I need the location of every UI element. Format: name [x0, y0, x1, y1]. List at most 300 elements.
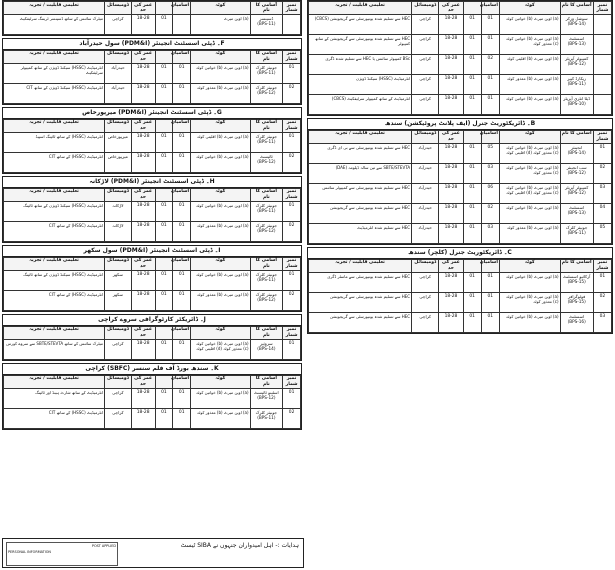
cell-age: 18-28: [439, 184, 463, 204]
cell-qualification: HEC سے تسلیم شدہ یونیورسٹی سے بی ای ڈگری: [309, 144, 412, 164]
post-bps: (BPS-11): [257, 277, 276, 283]
right-section-1: [307, 118, 613, 245]
cell-seat-b: 01: [155, 340, 173, 360]
cell-seat-b: 01: [463, 184, 481, 204]
cell-domicile: حیدرآباد: [412, 184, 439, 204]
cell-qualification: میٹرک سائنس کے ساتھ SBTE/STEVTA سے سروے کورس: [4, 340, 105, 360]
cell-seat-a: 01: [173, 133, 191, 153]
right-column: [307, 0, 613, 570]
header-post: آسامی کا نام: [250, 188, 283, 201]
cell-quota: (a) اوپن میرٹ (b) خواتین کوٹہ: [191, 389, 250, 409]
cell-quota: (a) اوپن میرٹ (b) خواتین کوٹہ: [499, 204, 560, 224]
header-seats: اسامیاں: [173, 257, 191, 270]
form-note: POST APPLIED: [91, 544, 116, 548]
cell-post: [560, 55, 593, 75]
cell-seat-a: 02: [481, 204, 499, 224]
cell-quota: (a) اوپن میرٹ (b) خواتین کوٹہ: [499, 95, 560, 115]
cell-no: 01: [593, 144, 611, 164]
cell-age: 18-28: [439, 15, 463, 35]
post-bps: (BPS-11): [257, 21, 276, 27]
header-domicile: ڈومیسائل: [105, 326, 132, 339]
header-age: عمر کی حد: [131, 188, 155, 201]
cell-domicile: حیدرآباد: [412, 224, 439, 244]
cell-age: 18-28: [131, 222, 155, 242]
header-post: آسامی کا نام: [250, 257, 283, 270]
table-row: [4, 291, 301, 311]
instructions-line: اہل امیدواران جنہوں نے SIBA ٹیسٹ: [180, 542, 274, 549]
header-quota: کوٹہ: [191, 375, 250, 388]
post-bps: (BPS-10): [567, 101, 586, 107]
cell-seat-b: 01: [155, 84, 173, 104]
cell-post: [250, 409, 283, 429]
header-age: عمر کی حد: [131, 119, 155, 132]
vacancy-table: [3, 188, 301, 242]
cell-no: 03: [593, 313, 611, 333]
cell-quota: (a) اوپن میرٹ (b) خواتین کوٹہ (c) معذور کوٹہ: [499, 164, 560, 184]
cell-seat-a: 01: [173, 271, 191, 291]
vacancy-table: [308, 1, 612, 115]
header-qual: تعلیمی قابلیت / تجربہ: [4, 50, 105, 63]
header-age: عمر کی حد: [439, 130, 463, 143]
cell-age: 18-28: [439, 224, 463, 244]
header-seats: اسامیاں: [173, 119, 191, 132]
cell-qualification: انٹرمیڈیٹ (HSSC) سیکنڈ ڈویژن کے ساتھ ٹائپنگ: [4, 271, 105, 291]
header-qual: تعلیمی قابلیت / تجربہ: [4, 326, 105, 339]
cell-domicile: حیدرآباد: [105, 84, 132, 104]
instructions-heading: [181, 542, 299, 550]
left-section-4: [2, 245, 302, 312]
header-seats: اسامیاں: [173, 2, 191, 15]
header-seats2: [463, 259, 481, 272]
cell-seat-a: 01: [481, 293, 499, 313]
post-bps: (BPS-11): [567, 81, 586, 87]
post-name: اسٹینو ٹائپسٹ: [254, 389, 279, 395]
cell-post: [560, 75, 593, 95]
post-name: اسسٹنٹ: [569, 313, 585, 319]
cell-quota: (a) اوپن میرٹ (b) معذور کوٹہ: [191, 291, 250, 311]
cell-quota: (a) اوپن میرٹ (b) خواتین کوٹہ (c) معذور کوٹہ (d) اقلیتی کوٹہ: [499, 184, 560, 204]
cell-post: [560, 273, 593, 293]
post-bps: (BPS-11): [257, 208, 276, 214]
cell-age: 18-28: [439, 35, 463, 55]
header-post: آسامی کا نام: [560, 130, 593, 143]
section-title: J۔ ڈائریکٹر کارٹوگرافی سروے کراچی: [3, 315, 301, 326]
cell-quota: (a) اوپن میرٹ (b) خواتین کوٹہ: [499, 15, 560, 35]
cell-seat-a: 01: [481, 15, 499, 35]
cell-post: [250, 340, 283, 360]
post-bps: (BPS-13): [567, 41, 586, 47]
header-qual: تعلیمی قابلیت / تجربہ: [4, 2, 105, 15]
table-row: [309, 164, 612, 184]
header-domicile: ڈومیسائل: [412, 130, 439, 143]
cell-domicile: کراچی: [412, 95, 439, 115]
left-column: [2, 0, 302, 570]
cell-qualification: انٹرمیڈیٹ (HSSC) سیکنڈ ڈویژن کے ساتھ ٹائپنگ: [4, 202, 105, 222]
cell-domicile: کراچی: [412, 273, 439, 293]
header-no: نمبر شمار: [283, 2, 301, 15]
cell-no: 02: [283, 84, 301, 104]
cell-no: 02: [283, 409, 301, 429]
cell-seat-b: 01: [155, 133, 173, 153]
cell-quota: (a) اوپن میرٹ (b) معذور کوٹہ: [191, 409, 250, 429]
post-name: ریکارڈ کیپر: [567, 75, 587, 81]
cell-domicile: حیدرآباد: [105, 64, 132, 84]
cell-quota: (a) اوپن میرٹ (b) اقلیتی کوٹہ: [499, 55, 560, 75]
cell-seat-b: 01: [463, 293, 481, 313]
cell-domicile: حیدرآباد: [412, 204, 439, 224]
cell-quota: (a) اوپن میرٹ (b) خواتین کوٹہ: [499, 273, 560, 293]
cell-seat-a: 03: [481, 164, 499, 184]
header-seats: اسامیاں: [173, 188, 191, 201]
table-row: [309, 35, 612, 55]
cell-qualification: انٹرمیڈیٹ (HSSC) کے ساتھ CIT: [4, 409, 105, 429]
section-title: I۔ ڈپٹی اسسٹنٹ انجینئر (PDM&I) سول سکھر: [3, 246, 301, 257]
cell-age: 18-28: [439, 95, 463, 115]
cell-age: 18-28: [439, 293, 463, 313]
cell-seat-a: 01: [173, 222, 191, 242]
cell-qualification: انٹرمیڈیٹ (HSSC) سیکنڈ ڈویژن: [309, 75, 412, 95]
cell-domicile: کراچی: [412, 313, 439, 333]
header-post: آسامی کا نام: [250, 2, 283, 15]
cell-seat-b: 01: [463, 273, 481, 293]
section-title: F۔ ڈپٹی اسسٹنٹ انجینئر (PDM&I) سول حیدرآباد: [3, 39, 301, 50]
post-bps: (BPS-12): [257, 297, 276, 303]
table-row: [4, 222, 301, 242]
cell-no: [593, 75, 611, 95]
header-qual: تعلیمی قابلیت / تجربہ: [309, 259, 412, 272]
cell-domicile: کراچی: [412, 75, 439, 95]
cell-qualification: HEC سے تسلیم شدہ یونیورسٹی سے گریجویشن کے ساتھ کمپیوٹر: [309, 35, 412, 55]
cell-domicile: میرپورخاص: [105, 133, 132, 153]
post-bps: (BPS-13): [567, 210, 586, 216]
left-section-1: [2, 38, 302, 105]
header-domicile: ڈومیسائل: [105, 188, 132, 201]
post-bps: (BPS-16): [567, 319, 586, 325]
vacancy-table: [3, 326, 301, 360]
cell-age: 18-28: [131, 202, 155, 222]
cell-qualification: BSc کمپیوٹر سائنس یا HEC سے تسلیم شدہ ڈگری: [309, 55, 412, 75]
cell-post: [250, 291, 283, 311]
table-row: [4, 409, 301, 429]
cell-post: [560, 164, 593, 184]
cell-domicile: کراچی: [412, 15, 439, 35]
cell-quota: (a) اوپن میرٹ (b) خواتین کوٹہ: [191, 271, 250, 291]
table-row: [309, 273, 612, 293]
header-qual: تعلیمی قابلیت / تجربہ: [309, 2, 412, 15]
header-post: آسامی کا نام: [560, 2, 593, 15]
cell-no: [593, 15, 611, 35]
cell-post: [250, 222, 283, 242]
cell-post: [560, 184, 593, 204]
header-age: عمر کی حد: [131, 2, 155, 15]
header-quota: کوٹہ: [499, 130, 560, 143]
cell-post: [560, 293, 593, 313]
cell-no: 01: [283, 340, 301, 360]
cell-quota: (a) اوپن میرٹ (b) معذور کوٹہ: [191, 222, 250, 242]
cell-seat-b: 01: [155, 291, 173, 311]
table-row: [4, 202, 301, 222]
cell-seat-a: 01: [173, 340, 191, 360]
left-section-3: [2, 176, 302, 243]
left-section-6: [2, 363, 302, 430]
post-bps: (BPS-11): [567, 230, 586, 236]
cell-quota: (a) اوپن میرٹ (b) خواتین کوٹہ: [191, 64, 250, 84]
cell-seat-b: 01: [463, 313, 481, 333]
cell-age: 18-28: [439, 75, 463, 95]
cell-quota: (a) اوپن میرٹ (b) خواتین کوٹہ: [499, 313, 560, 333]
cell-seat-a: 01: [481, 35, 499, 55]
cell-no: 02: [283, 222, 301, 242]
cell-seat-a: 01: [481, 75, 499, 95]
table-row: [4, 153, 301, 173]
cell-age: 18-28: [439, 204, 463, 224]
cell-qualification: HEC سے تسلیم شدہ یونیورسٹی سے گریجویشن (CBCS): [309, 15, 412, 35]
header-no: نمبر شمار: [593, 130, 611, 143]
cell-seat-a: 01: [481, 313, 499, 333]
cell-age: 18-28: [131, 291, 155, 311]
cell-domicile: سکھر: [105, 291, 132, 311]
header-domicile: ڈومیسائل: [105, 257, 132, 270]
cell-domicile: کراچی: [105, 409, 132, 429]
post-bps: (BPS-12): [257, 90, 276, 96]
cell-post: [560, 144, 593, 164]
cell-quota: (a) اوپن میرٹ (b) خواتین کوٹہ: [191, 153, 250, 173]
cell-domicile: کراچی: [412, 293, 439, 313]
section-title: B۔ ڈائریکٹوریٹ جنرل (ایف پلانٹ پروٹیکشن) سندھ: [308, 119, 612, 130]
header-seats2: [463, 2, 481, 15]
cell-age: 18-28: [131, 153, 155, 173]
cell-seat-b: 01: [463, 95, 481, 115]
cell-seat-b: 01: [155, 271, 173, 291]
vacancy-table: [3, 50, 301, 104]
post-bps: (BPS-12): [567, 170, 586, 176]
cell-seat-b: 01: [463, 15, 481, 35]
instructions-box: [2, 538, 304, 568]
cell-seat-b: 01: [463, 35, 481, 55]
cell-seat-a: 01: [173, 409, 191, 429]
post-bps: (BPS-11): [257, 415, 276, 421]
cell-quota: (a) اوپن میرٹ (b) خواتین کوٹہ (c) معذور کوٹہ: [499, 293, 560, 313]
post-bps: (BPS-12): [257, 395, 276, 401]
header-age: عمر کی حد: [131, 257, 155, 270]
cell-qualification: میٹرک سائنس کے ساتھ ڈسپنسر ٹریننگ سرٹیفکیٹ: [4, 15, 105, 35]
header-qual: تعلیمی قابلیت / تجربہ: [4, 119, 105, 132]
cell-age: 18-28: [439, 144, 463, 164]
header-quota: کوٹہ: [191, 2, 250, 15]
cell-quota: (a) اوپن میرٹ (b) خواتین کوٹہ (c) معذور کوٹہ (d) اقلیتی کوٹہ: [191, 340, 250, 360]
section-title: H۔ ڈپٹی اسسٹنٹ انجینئر (PDM&I) لاڑکانہ: [3, 177, 301, 188]
table-row: [4, 271, 301, 291]
vacancy-table: [3, 119, 301, 173]
header-post: آسامی کا نام: [250, 326, 283, 339]
post-name: جونیئر کلرک: [255, 291, 278, 297]
cell-seat-b: 01: [155, 222, 173, 242]
cell-no: 01: [283, 271, 301, 291]
cell-post: [250, 153, 283, 173]
cell-quota: (a) اوپن میرٹ (b) خواتین کوٹہ (c) معذور کوٹہ (d) اقلیتی کوٹہ: [499, 144, 560, 164]
cell-post: [250, 271, 283, 291]
cell-seat-b: 01: [463, 75, 481, 95]
cell-seat-a: [173, 15, 191, 35]
header-quota: کوٹہ: [499, 2, 560, 15]
table-row: [309, 144, 612, 164]
post-bps: (BPS-12): [567, 61, 586, 67]
cell-post: [560, 204, 593, 224]
cell-seat-a: 01: [173, 202, 191, 222]
cell-no: [593, 55, 611, 75]
cell-no: [593, 95, 611, 115]
cell-post: [250, 15, 283, 35]
cell-no: 05: [593, 224, 611, 244]
cell-domicile: حیدرآباد: [412, 144, 439, 164]
header-quota: کوٹہ: [191, 257, 250, 270]
cell-qualification: HEC سے تسلیم شدہ یونیورسٹی سے گریجویشن: [309, 293, 412, 313]
header-no: نمبر شمار: [283, 50, 301, 63]
cell-post: [250, 84, 283, 104]
cell-no: 01: [283, 133, 301, 153]
cell-qualification: انٹرمیڈیٹ (HSSC) کے ساتھ CIT: [4, 153, 105, 173]
table-row: [4, 15, 301, 35]
cell-age: 18-28: [131, 64, 155, 84]
cell-post: [560, 95, 593, 115]
cell-seat-a: 06: [481, 184, 499, 204]
table-row: [309, 75, 612, 95]
post-name: جونیئر کلرک: [255, 202, 278, 208]
right-section-2: [307, 247, 613, 334]
post-bps: (BPS-11): [257, 139, 276, 145]
cell-domicile: کراچی: [105, 389, 132, 409]
application-form-thumbnail: [6, 542, 118, 566]
table-row: [309, 95, 612, 115]
cell-quota: (a) اوپن میرٹ (b) اقلیتی کوٹہ: [191, 133, 250, 153]
header-seats: اسامیاں: [173, 50, 191, 63]
cell-domicile: کراچی: [412, 35, 439, 55]
form-label: PERSONAL INFORMATION: [8, 550, 51, 555]
cell-domicile: حیدرآباد: [412, 164, 439, 184]
header-quota: کوٹہ: [499, 259, 560, 272]
cell-qualification: انٹرمیڈیٹ (HSSC) کے ساتھ CIT: [4, 291, 105, 311]
section-title: K۔ سندھ بورڈ آف فلم سنسر (SBFC) کراچی: [3, 364, 301, 375]
header-no: نمبر شمار: [283, 188, 301, 201]
header-age: عمر کی حد: [131, 50, 155, 63]
post-bps: (BPS-12): [257, 228, 276, 234]
cell-qualification: SBTE/STEVTA سے تین سالہ ڈپلومہ (DAE): [309, 164, 412, 184]
vacancy-table: [308, 130, 612, 244]
cell-post: [560, 35, 593, 55]
cell-quota: (a) اوپن میرٹ (b) معذور کوٹہ: [499, 75, 560, 95]
post-name: جونیئر کلرک: [255, 409, 278, 415]
cell-seat-a: 01: [173, 389, 191, 409]
header-qual: تعلیمی قابلیت / تجربہ: [4, 375, 105, 388]
cell-quota: (a) اوپن میرٹ (b) خواتین کوٹہ (c) معذور کوٹہ: [499, 35, 560, 55]
post-name: انجینئر: [571, 144, 583, 150]
cell-qualification: HEC سے تسلیم شدہ یونیورسٹی سے ماسٹر ڈگری: [309, 273, 412, 293]
cell-seat-a: 01: [173, 291, 191, 311]
cell-quota: (a) اوپن میرٹ: [191, 15, 250, 35]
cell-seat-b: 01: [463, 55, 481, 75]
cell-seat-a: 05: [481, 144, 499, 164]
cell-qualification: انٹرمیڈیٹ (HSSC) کے ساتھ ٹائپنگ اسپیڈ: [4, 133, 105, 153]
header-no: نمبر شمار: [283, 257, 301, 270]
cell-seat-b: 01: [463, 144, 481, 164]
header-age: عمر کی حد: [131, 326, 155, 339]
cell-qualification: HEC سے تسلیم شدہ یونیورسٹی سے گریجویشن: [309, 313, 412, 333]
header-seats2: [463, 130, 481, 143]
header-qual: تعلیمی قابلیت / تجربہ: [4, 257, 105, 270]
cell-domicile: سکھر: [105, 271, 132, 291]
table-row: [309, 293, 612, 313]
header-seats: اسامیاں: [173, 326, 191, 339]
post-bps: (BPS-14): [567, 150, 586, 156]
cell-age: 18-28: [131, 15, 155, 35]
cell-no: [593, 35, 611, 55]
cell-domicile: لاڑکانہ: [105, 222, 132, 242]
header-seats: اسامیاں: [173, 375, 191, 388]
header-no: نمبر شمار: [593, 259, 611, 272]
post-name: جونیئر کلرک: [255, 84, 278, 90]
cell-seat-b: 01: [155, 64, 173, 84]
post-name: اسسٹنٹ: [569, 35, 585, 41]
header-domicile: ڈومیسائل: [105, 119, 132, 132]
cell-age: 18-28: [131, 133, 155, 153]
cell-no: 02: [283, 153, 301, 173]
cell-seat-b: 01: [155, 409, 173, 429]
cell-domicile: میرپورخاص: [105, 153, 132, 173]
cell-no: 02: [593, 293, 611, 313]
cell-age: 18-28: [131, 271, 155, 291]
header-no: نمبر شمار: [283, 119, 301, 132]
post-name: آرکائیو اسسٹنٹ: [562, 273, 591, 279]
header-post: آسامی کا نام: [250, 375, 283, 388]
header-post: آسامی کا نام: [560, 259, 593, 272]
cell-seat-b: 01: [155, 389, 173, 409]
post-bps: (BPS-15): [567, 279, 586, 285]
header-no: نمبر شمار: [283, 375, 301, 388]
cell-seat-a: 01: [481, 95, 499, 115]
cell-qualification: انٹرمیڈیٹ (HSSC) سیکنڈ ڈویژن کے ساتھ CIT: [4, 84, 105, 104]
header-age: عمر کی حد: [439, 2, 463, 15]
cell-age: 18-28: [131, 409, 155, 429]
header-qual: تعلیمی قابلیت / تجربہ: [4, 188, 105, 201]
header-no: نمبر شمار: [283, 326, 301, 339]
post-bps: (BPS-12): [567, 190, 586, 196]
post-name: سوشل ورکر: [565, 15, 588, 21]
left-section-5: [2, 314, 302, 361]
vacancy-table: [3, 1, 301, 35]
right-section-0: [307, 0, 613, 116]
left-section-0: [2, 0, 302, 36]
table-row: [309, 224, 612, 244]
cell-age: 18-28: [439, 313, 463, 333]
post-name: اسسٹنٹ: [569, 204, 585, 210]
cell-domicile: کراچی: [105, 15, 132, 35]
cell-post: [250, 64, 283, 84]
table-row: [4, 389, 301, 409]
cell-seat-b: 01: [155, 153, 173, 173]
cell-seat-a: 01: [173, 64, 191, 84]
post-name: ڈیٹا انٹری آپریٹر: [563, 95, 591, 101]
cell-quota: (a) اوپن میرٹ (b) معذور کوٹہ: [191, 84, 250, 104]
table-row: [4, 64, 301, 84]
cell-age: 18-28: [439, 164, 463, 184]
cell-qualification: انٹرمیڈیٹ (HSSC) سیکنڈ ڈویژن کے ساتھ کمپیوٹر سرٹیفکیٹ: [4, 64, 105, 84]
cell-post: [250, 389, 283, 409]
cell-quota: (a) اوپن میرٹ (b) خواتین کوٹہ: [191, 202, 250, 222]
header-post: آسامی کا نام: [250, 50, 283, 63]
cell-no: 02: [283, 291, 301, 311]
table-row: [309, 204, 612, 224]
post-name: جونیئر کلرک: [565, 224, 588, 230]
